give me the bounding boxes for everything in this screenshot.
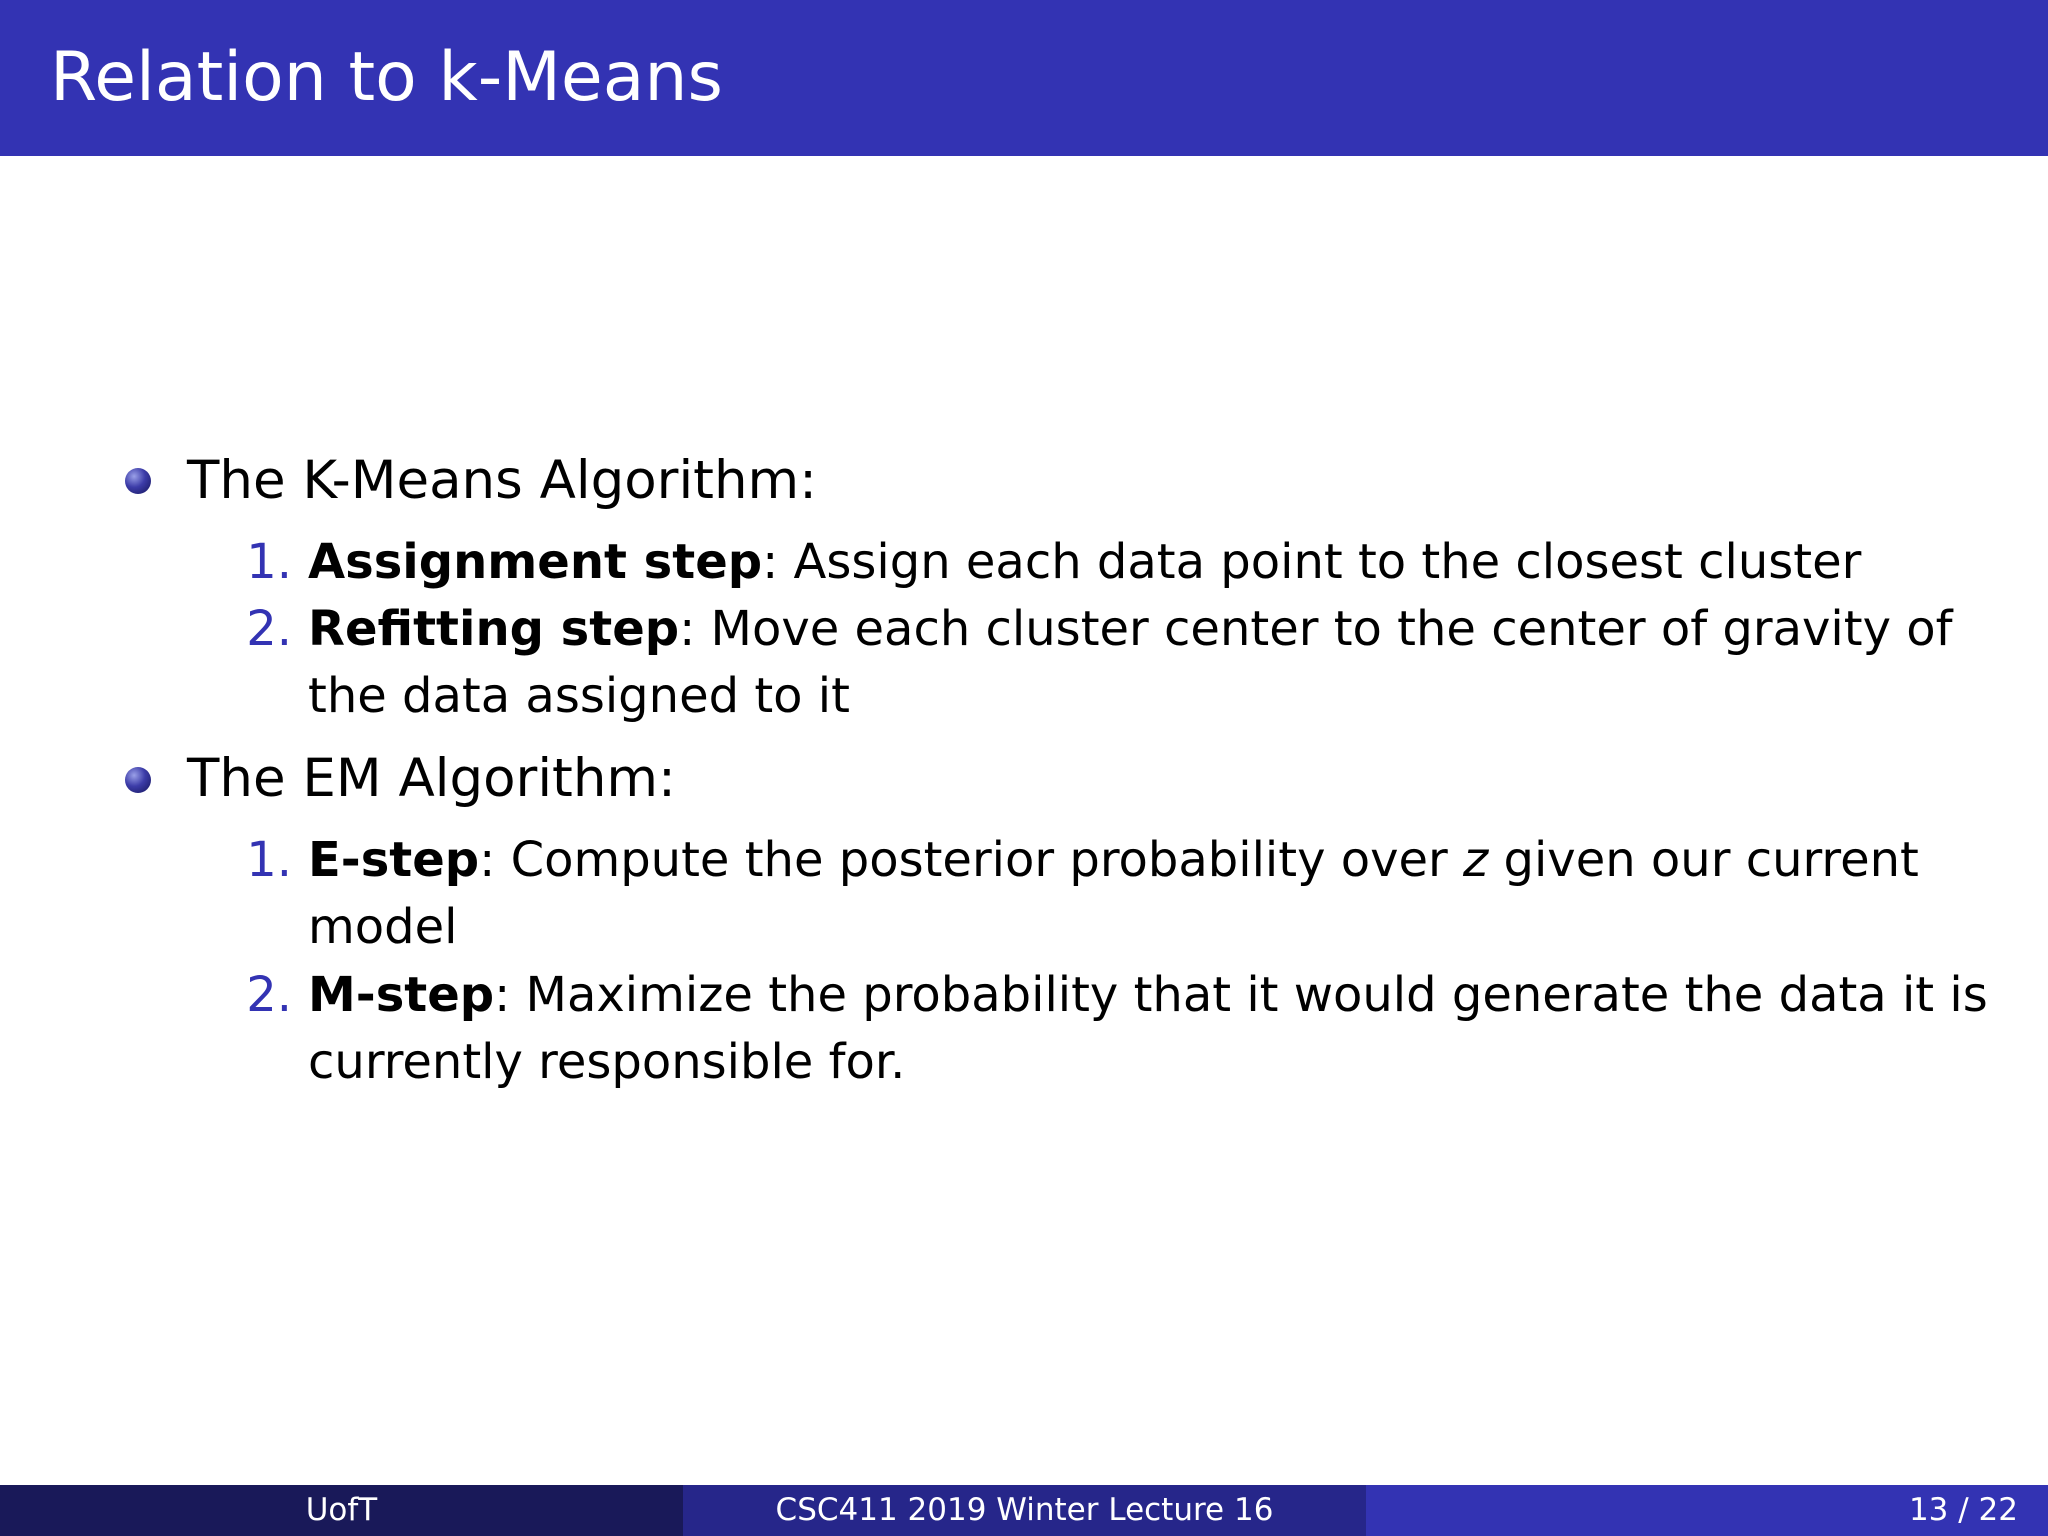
em-step-1-number: 1.	[246, 832, 292, 888]
kmeans-step-1	[308, 534, 1862, 590]
footer	[0, 1485, 2048, 1536]
em-step-2-text: : Maximize the probability that it would generate the data it is	[494, 967, 1988, 1023]
footer-institution: UofT	[0, 1485, 683, 1536]
em-step-2-continued: currently responsible for.	[308, 1034, 906, 1090]
em-step-2	[308, 967, 1988, 1023]
bullet-icon	[125, 468, 151, 494]
kmeans-step-1-term: Assignment step	[308, 534, 763, 590]
em-step-2-term: M-step	[308, 967, 495, 1023]
em-step-1-variable: z	[1463, 832, 1489, 888]
kmeans-step-2-text: : Move each cluster center to the center of gravity of	[679, 601, 1953, 657]
em-step-1	[308, 832, 1919, 888]
em-heading: The EM Algorithm:	[187, 748, 676, 809]
em-step-1-text-a: : Compute the posterior probability over	[479, 832, 1464, 888]
kmeans-heading: The K-Means Algorithm:	[187, 450, 818, 511]
kmeans-step-2-term: Refitting step	[308, 601, 680, 657]
slide-title: Relation to k-Means	[50, 38, 723, 117]
kmeans-step-1-text: : Assign each data point to the closest cluster	[762, 534, 1862, 590]
em-step-1-term: E-step	[308, 832, 480, 888]
em-step-2-number: 2.	[246, 967, 292, 1023]
bullet-icon	[125, 767, 151, 793]
em-step-1-continued: model	[308, 899, 458, 955]
kmeans-step-1-number: 1.	[246, 534, 292, 590]
footer-course: CSC411 2019 Winter Lecture 16	[683, 1485, 1366, 1536]
kmeans-step-2-continued: the data assigned to it	[308, 668, 850, 724]
kmeans-step-2-number: 2.	[246, 601, 292, 657]
em-step-1-text-b: given our current	[1488, 832, 1919, 888]
page-number: 13 / 22	[1908, 1492, 2018, 1528]
footer-page-section	[1366, 1485, 2048, 1536]
kmeans-step-2	[308, 601, 1953, 657]
